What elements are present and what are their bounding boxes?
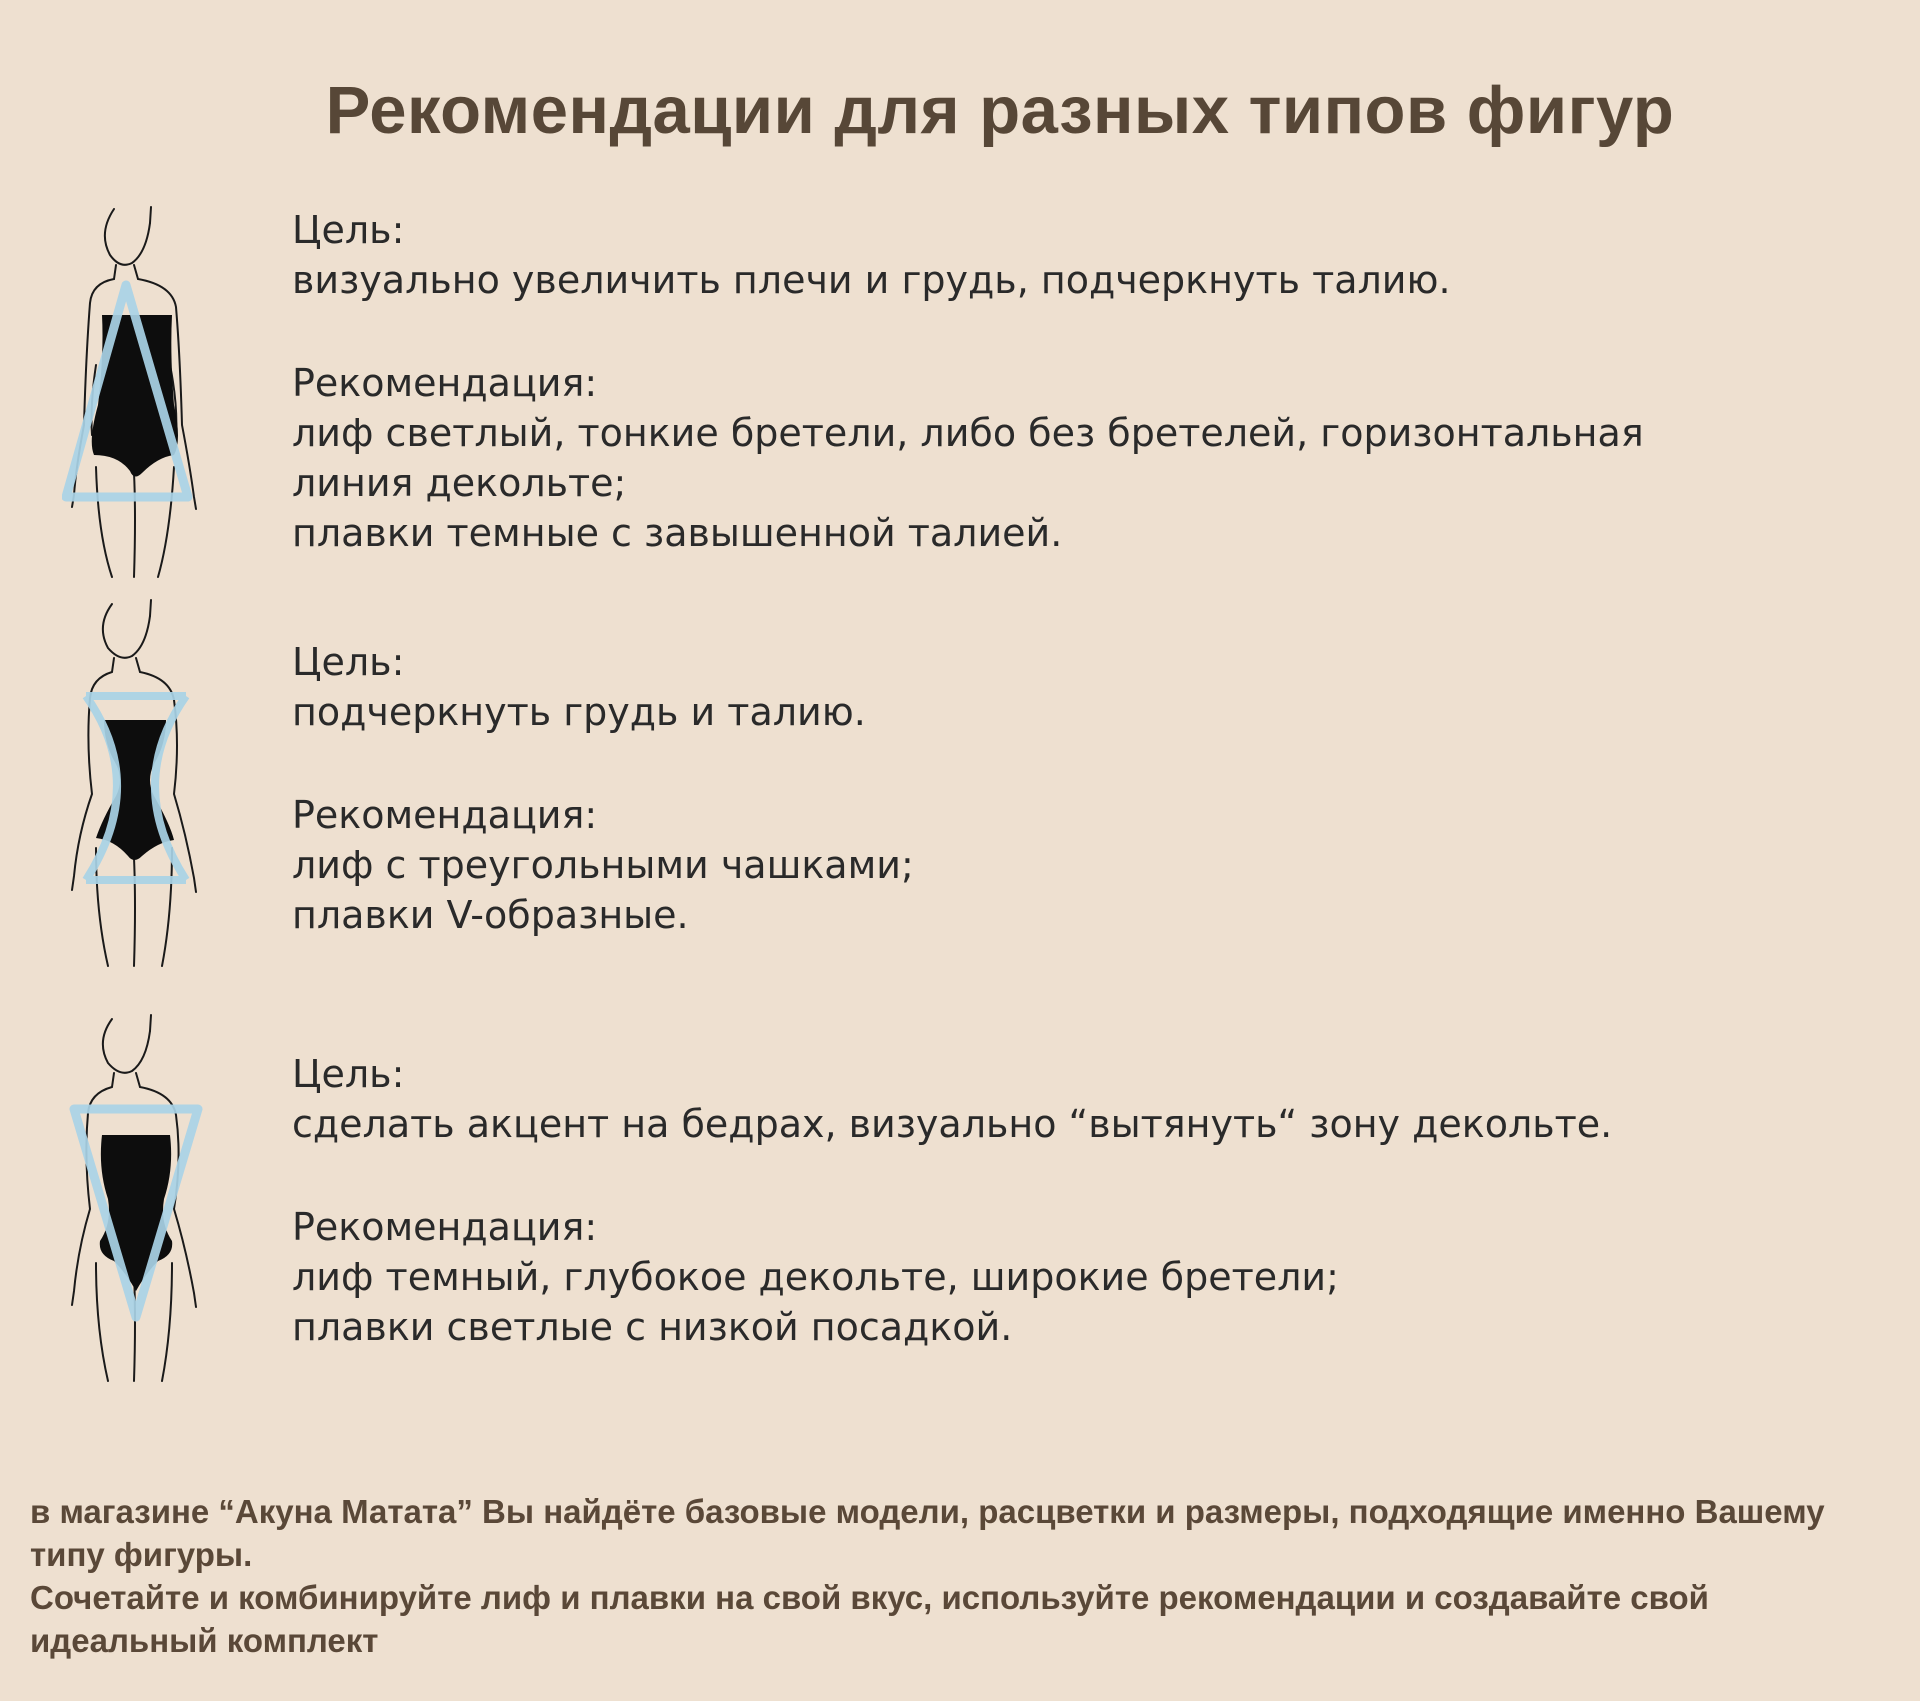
section-text [292,1049,1792,1352]
goal-text: визуально увеличить плечи и грудь, подчеркнуть талию. [292,258,1451,302]
recommendation-line: лиф светлый, тонкие бретели, либо без бретелей, горизонтальная [292,411,1644,455]
goal-label: Цель: [292,640,405,684]
inverted-triangle-body-figure-icon [62,1009,242,1399]
footer-store-note: в магазине “Акуна Матата” Вы найдёте базовые модели, расцветки и размеры, подходящие именно Вашему типу фигуры. [30,1493,1825,1573]
recommendation-line: лиф темный, глубокое декольте, широкие бретели; [292,1255,1339,1299]
section-text [292,637,1792,940]
recommendation-line: плавки темные с завышенной талией. [292,511,1063,555]
triangle-body-figure-icon [62,205,242,595]
section-text [292,205,1792,558]
recommendation-label: Рекомендация: [292,793,598,837]
footer-tip: Сочетайте и комбинируйте лиф и плавки на свой вкус, используйте рекомендации и создавайте свой идеальный комплект [30,1579,1709,1659]
recommendation-line: плавки V-образные. [292,893,689,937]
recommendation-label: Рекомендация: [292,361,598,405]
page-title: Рекомендации для разных типов фигур [325,73,1675,148]
goal-text: сделать акцент на бедрах, визуально “вытянуть“ зону декольте. [292,1102,1613,1146]
goal-text: подчеркнуть грудь и талию. [292,690,866,734]
recommendation-line: лиф с треугольными чашками; [292,843,914,887]
footer [30,1490,1890,1662]
goal-label: Цель: [292,1052,405,1096]
goal-label: Цель: [292,208,405,252]
hourglass-body-figure-icon [62,594,242,984]
recommendation-line: линия декольте; [292,461,627,505]
recommendation-line: плавки светлые с низкой посадкой. [292,1305,1013,1349]
recommendation-label: Рекомендация: [292,1205,598,1249]
